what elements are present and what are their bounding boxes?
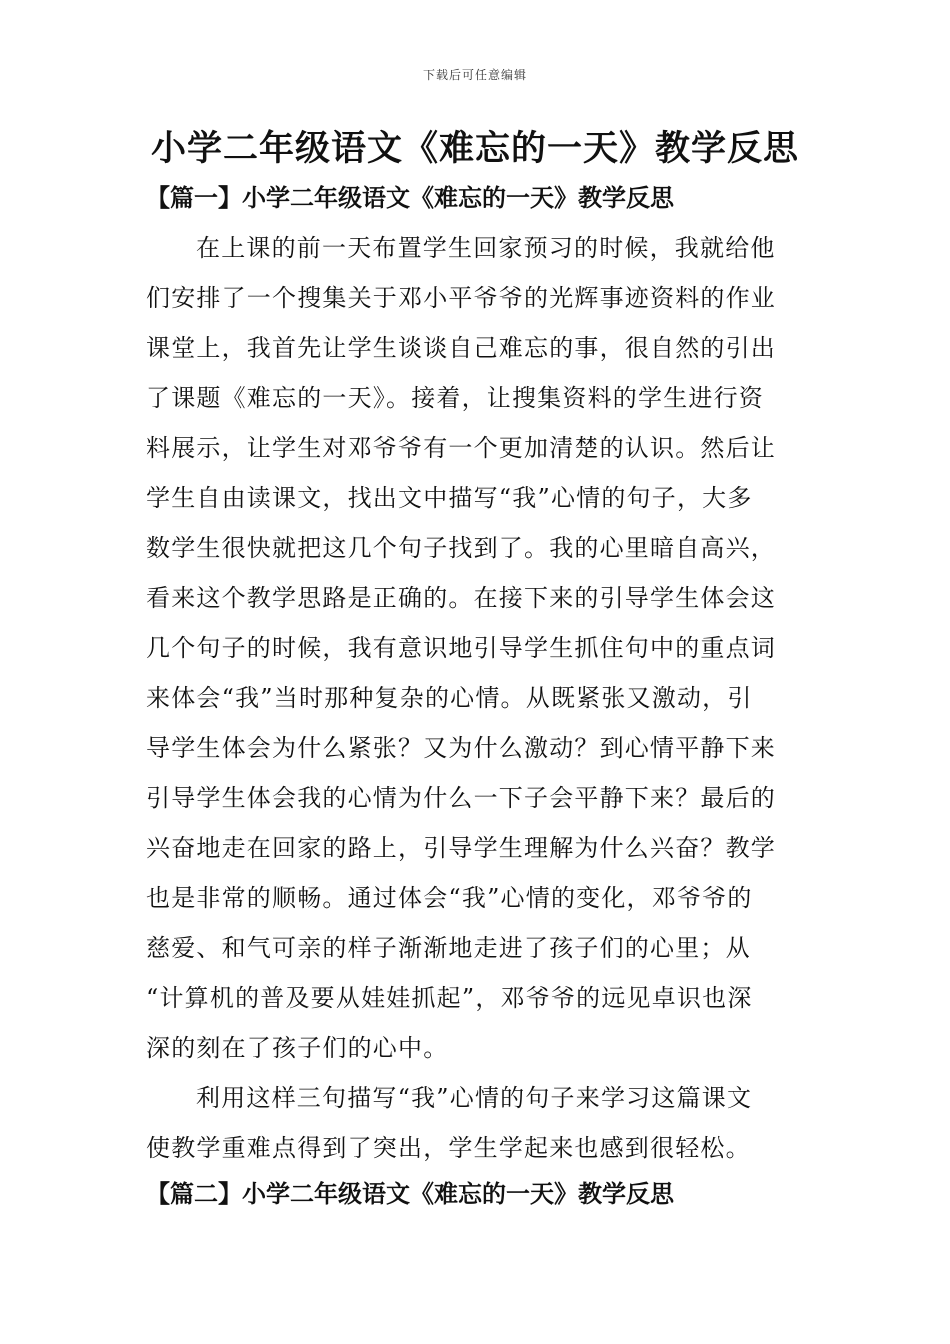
paragraph-line: 课堂上，我首先让学生谈谈自己难忘的事，很自然的引出 — [146, 334, 776, 362]
paragraph-line: 学生自由读课文，找出文中描写“我”心情的句子，大多 — [146, 484, 753, 512]
paragraph-1 — [146, 223, 806, 1073]
paragraph-line: 引导学生体会我的心情为什么一下子会平静下来？最后的 — [146, 784, 776, 812]
paragraph-line: 们安排了一个搜集关于邓小平爷爷的光辉事迹资料的作业 — [146, 284, 776, 312]
paragraph-line: 来体会“我”当时那种复杂的心情。从既紧张又激动，引 — [146, 684, 753, 712]
paragraph-line: 利用这样三句描写“我”心情的句子来学习这篇课文 — [196, 1084, 753, 1112]
paragraph-line: 慈爱、和气可亲的样子渐渐地走进了孩子们的心里；从 — [146, 934, 751, 962]
paragraph-line: 看来这个教学思路是正确的。在接下来的引导学生体会这 — [146, 584, 776, 612]
header-note: 下载后可任意编辑 — [422, 68, 527, 82]
paragraph-line: 也是非常的顺畅。通过体会“我”心情的变化，邓爷爷的 — [146, 884, 753, 912]
section-heading-1: 【篇一】小学二年级语文《难忘的一天》教学反思 — [146, 183, 674, 212]
paragraph-line: 深的刻在了孩子们的心中。 — [146, 1034, 449, 1062]
paragraph-line: 几个句子的时候，我有意识地引导学生抓住句中的重点词 — [146, 634, 776, 662]
paragraph-line: “计算机的普及要从娃娃抓起”，邓爷爷的远见卓识也深 — [146, 984, 753, 1012]
paragraph-line: 在上课的前一天布置学生回家预习的时候，我就给他 — [196, 234, 776, 262]
paragraph-line: 兴奋地走在回家的路上，引导学生理解为什么兴奋？教学 — [146, 834, 776, 862]
paragraph-line: 料展示，让学生对邓爷爷有一个更加清楚的认识。然后让 — [146, 434, 776, 462]
paragraph-2 — [146, 1073, 806, 1173]
paragraph-line: 数学生很快就把这几个句子找到了。我的心里暗自高兴， — [146, 534, 776, 562]
paragraph-line: 导学生体会为什么紧张？又为什么激动？到心情平静下来 — [146, 734, 776, 762]
paragraph-line: 使教学重难点得到了突出，学生学起来也感到很轻松。 — [146, 1134, 751, 1162]
paragraph-line: 了课题《难忘的一天》。接着，让搜集资料的学生进行资 — [146, 384, 764, 412]
section-heading-2: 【篇二】小学二年级语文《难忘的一天》教学反思 — [146, 1179, 674, 1208]
document-title: 小学二年级语文《难忘的一天》教学反思 — [150, 129, 799, 169]
